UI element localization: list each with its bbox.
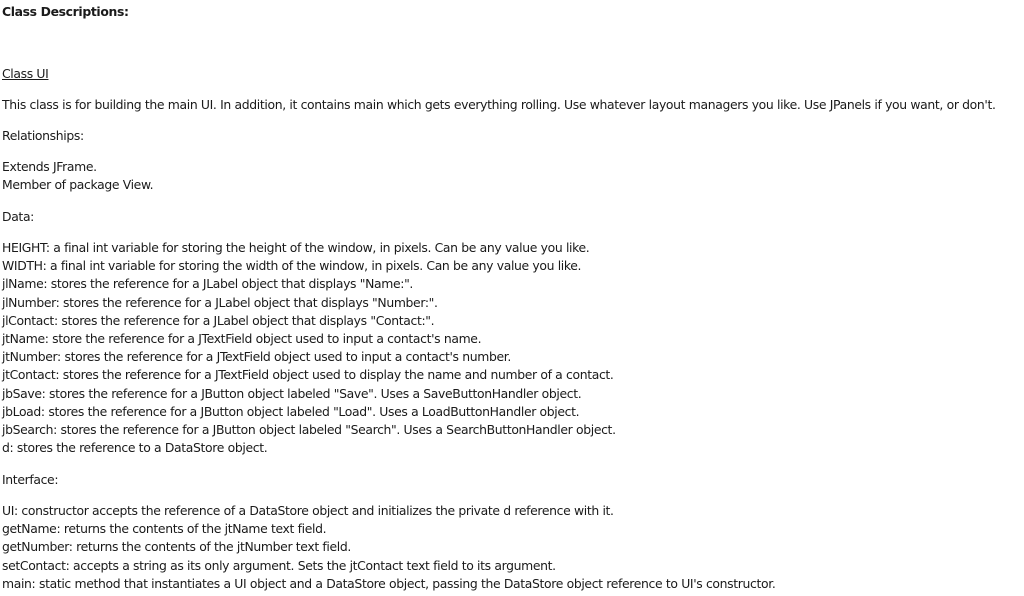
data-item-jtcontact: jtContact: stores the reference for a JTextField object used to display the name and number of a contact.: [2, 367, 614, 383]
interface-item-main: main: static method that instantiates a UI object and a DataStore object, passing the DataStore object reference to UI's constructor.: [2, 575, 776, 591]
class-intro: This class is for building the main UI. In addition, it contains main which gets everything rolling. Use whatever layout managers you like. Use JPanels if you want, or don't.: [2, 97, 996, 112]
page-title: Class Descriptions:: [2, 4, 129, 19]
relationships-list: [2, 158, 153, 194]
relationship-item: Member of package View.: [2, 177, 154, 193]
class-name-heading: Class UI: [2, 66, 49, 81]
data-item-jlnumber: jlNumber: stores the reference for a JLabel object that displays "Number:".: [2, 294, 438, 310]
relationships-label: Relationships:: [2, 128, 84, 143]
interface-item-getname: getName: returns the contents of the jtName text field.: [2, 521, 327, 537]
relationship-item: Extends JFrame.: [2, 159, 97, 174]
interface-item-getnumber: getNumber: returns the contents of the jtNumber text field.: [2, 539, 351, 555]
interface-list: [2, 502, 775, 593]
data-item-jbsave: jbSave: stores the reference for a JButton object labeled "Save". Uses a SaveButtonHandler object.: [2, 385, 582, 401]
data-item-height: HEIGHT: a final int variable for storing the height of the window, in pixels. Can be any value you like.: [2, 240, 590, 255]
interface-item-setcontact: setContact: accepts a string as its only argument. Sets the jtContact text field to its argument.: [2, 557, 556, 573]
data-item-jtnumber: jtNumber: stores the reference for a JTextField object used to input a contact's number.: [2, 349, 511, 365]
data-label: Data:: [2, 209, 35, 224]
data-item-jlcontact: jlContact: stores the reference for a JLabel object that displays "Contact:".: [2, 312, 435, 328]
data-item-jlname: jlName: stores the reference for a JLabel object that displays "Name:".: [2, 276, 414, 292]
interface-item-ui: UI: constructor accepts the reference of a DataStore object and initializes the private d reference with it.: [2, 503, 614, 518]
data-item-d: d: stores the reference to a DataStore object.: [2, 440, 268, 456]
data-item-jtname: jtName: store the reference for a JTextField object used to input a contact's name.: [2, 330, 482, 346]
data-item-width: WIDTH: a final int variable for storing the width of the window, in pixels. Can be any value you like.: [2, 258, 582, 274]
data-item-jbload: jbLoad: stores the reference for a JButton object labeled "Load". Uses a LoadButtonHandler object.: [2, 403, 580, 419]
data-item-jbsearch: jbSearch: stores the reference for a JButton object labeled "Search". Uses a SearchButtonHandler object.: [2, 421, 616, 437]
interface-label: Interface:: [2, 472, 59, 487]
data-list: [2, 239, 616, 457]
